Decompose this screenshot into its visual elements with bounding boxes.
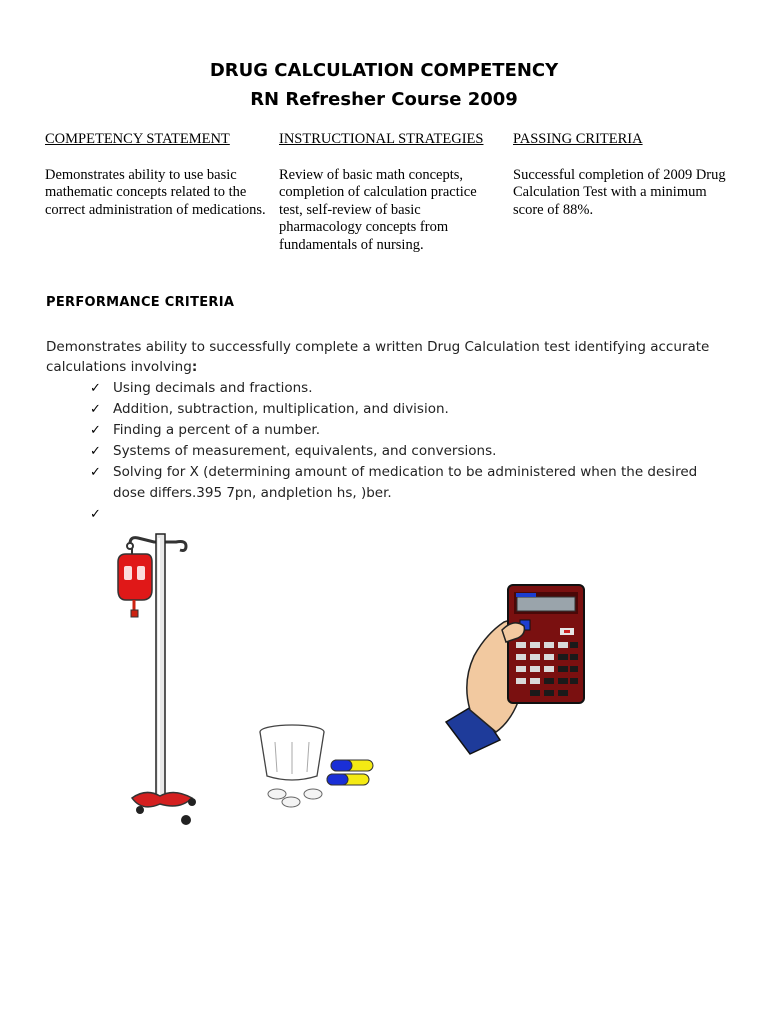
calculator-icon bbox=[440, 582, 590, 757]
list-item bbox=[90, 462, 730, 504]
list-item-text: Using decimals and fractions. bbox=[113, 380, 313, 396]
checkmark-icon: ✓ bbox=[90, 465, 101, 480]
checkmark-icon: ✓ bbox=[90, 381, 101, 396]
competency-statement-text: Demonstrates ability to use basic mathematic concepts related to the correct administration of medications. bbox=[45, 166, 266, 218]
checkmark-icon: ✓ bbox=[90, 423, 101, 438]
checkmark-icon: ✓ bbox=[90, 507, 101, 522]
list-item-text: Finding a percent of a number. bbox=[113, 422, 320, 438]
list-item-text: Systems of measurement, equivalents, and conversions. bbox=[113, 443, 497, 459]
instructional-strategies-heading: INSTRUCTIONAL STRATEGIES bbox=[279, 131, 484, 147]
list-item bbox=[90, 420, 730, 441]
iv-pole-icon bbox=[110, 528, 205, 833]
criteria-list bbox=[90, 378, 730, 522]
list-item bbox=[90, 399, 730, 420]
passing-criteria-text: Successful completion of 2009 Drug Calculation Test with a minimum score of 88%. bbox=[513, 166, 726, 218]
checkmark-icon: ✓ bbox=[90, 444, 101, 459]
passing-criteria-heading: PASSING CRITERIA bbox=[513, 131, 643, 147]
list-item-text: Addition, subtraction, multiplication, and division. bbox=[113, 401, 449, 417]
competency-statement-column bbox=[45, 131, 267, 219]
page-subtitle: RN Refresher Course 2009 bbox=[250, 89, 518, 110]
passing-criteria-column bbox=[513, 131, 728, 219]
medicine-cup-icon bbox=[255, 722, 380, 812]
performance-criteria-heading: PERFORMANCE CRITERIA bbox=[46, 295, 235, 310]
performance-intro-text: Demonstrates ability to successfully complete a written Drug Calculation test identifying accurate calculations involving bbox=[46, 339, 710, 375]
capsule-icon bbox=[327, 760, 373, 785]
performance-intro bbox=[46, 337, 726, 377]
list-item bbox=[90, 378, 730, 399]
performance-intro-colon: : bbox=[191, 359, 198, 375]
checkmark-icon: ✓ bbox=[90, 402, 101, 417]
instructional-strategies-column bbox=[279, 131, 501, 254]
list-item-text: Solving for X (determining amount of medication to be administered when the desired dose differs.395 7pn, andpletion hs, )ber. bbox=[113, 464, 698, 501]
competency-statement-heading: COMPETENCY STATEMENT bbox=[45, 131, 230, 147]
list-item bbox=[90, 441, 730, 462]
page-title: DRUG CALCULATION COMPETENCY bbox=[209, 60, 559, 81]
instructional-strategies-text: Review of basic math concepts, completion of calculation practice test, self-review of basic pharmacology concepts from fundamentals of nursing. bbox=[279, 166, 477, 253]
